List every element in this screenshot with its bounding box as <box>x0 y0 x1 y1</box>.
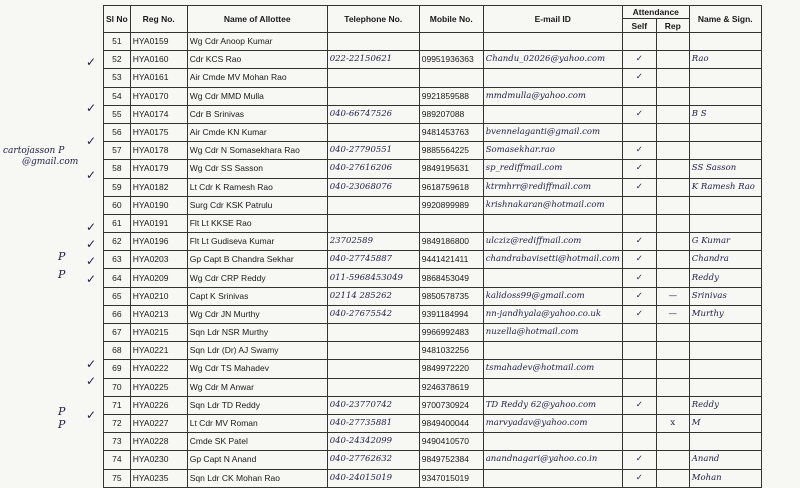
cell-sl-no: 53 <box>104 69 131 87</box>
cell-rep <box>656 469 689 487</box>
cell-sl-no: 67 <box>104 324 131 342</box>
cell-name: Air Cmde KN Kumar <box>187 123 327 141</box>
margin-note-email-line2: @gmail.com <box>22 157 79 167</box>
header-telephone: Telephone No. <box>327 6 419 33</box>
header-email: E-mail ID <box>483 6 622 33</box>
table-row <box>104 396 762 414</box>
cell-sl-no: 61 <box>104 214 131 232</box>
cell-sl-no: 59 <box>104 178 131 196</box>
cell-self: ✓ <box>622 269 656 287</box>
cell-mobile: 9849400044 <box>419 414 483 432</box>
cell-reg-no: HYA0210 <box>130 287 187 305</box>
cell-email: krishnakaran@hotmail.com <box>483 196 622 214</box>
cell-telephone: 040-27675542 <box>327 305 419 323</box>
cell-rep <box>656 123 689 141</box>
cell-reg-no: HYA0221 <box>130 342 187 360</box>
table-row <box>104 342 762 360</box>
cell-telephone <box>327 360 419 378</box>
cell-mobile: 9700730924 <box>419 396 483 414</box>
cell-name: Gp Capt N Anand <box>187 451 327 469</box>
cell-name: Wg Cdr MMD Mulla <box>187 87 327 105</box>
table-row <box>104 33 762 51</box>
cell-signature: SS Sasson <box>689 160 761 178</box>
cell-sl-no: 64 <box>104 269 131 287</box>
cell-email: mmdmulla@yahoo.com <box>483 87 622 105</box>
cell-telephone: 040-27745887 <box>327 251 419 269</box>
cell-mobile: 9481032256 <box>419 342 483 360</box>
cell-rep <box>656 251 689 269</box>
cell-telephone: 23702589 <box>327 233 419 251</box>
cell-rep <box>656 233 689 251</box>
cell-name: Lt Cdr MV Roman <box>187 414 327 432</box>
cell-telephone: 040-23068076 <box>327 178 419 196</box>
cell-name: Lt Cdr K Ramesh Rao <box>187 178 327 196</box>
cell-self: ✓ <box>622 233 656 251</box>
cell-name: Capt K Srinivas <box>187 287 327 305</box>
cell-email: nuzella@hotmail.com <box>483 324 622 342</box>
margin-tick-59: ✓ <box>86 168 97 182</box>
cell-mobile: 9481453763 <box>419 123 483 141</box>
cell-reg-no: HYA0222 <box>130 360 187 378</box>
margin-tick-55: ✓ <box>86 101 97 115</box>
cell-signature <box>689 87 761 105</box>
cell-self: ✓ <box>622 287 656 305</box>
cell-name: Wg Cdr TS Mahadev <box>187 360 327 378</box>
table-row <box>104 123 762 141</box>
cell-signature: G Kumar <box>689 233 761 251</box>
cell-rep <box>656 433 689 451</box>
cell-telephone: 040-23770742 <box>327 396 419 414</box>
cell-self: ✓ <box>622 160 656 178</box>
cell-self: ✓ <box>622 178 656 196</box>
cell-telephone: 011-5968453049 <box>327 269 419 287</box>
cell-self <box>622 342 656 360</box>
cell-email <box>483 433 622 451</box>
cell-signature: Chandra <box>689 251 761 269</box>
cell-email <box>483 105 622 123</box>
cell-name: Air Cmde MV Mohan Rao <box>187 69 327 87</box>
margin-note-email-line1: cartojasson P <box>3 146 65 156</box>
cell-email <box>483 342 622 360</box>
margin-p-mark-65: P <box>58 250 66 263</box>
cell-self: ✓ <box>622 105 656 123</box>
cell-rep <box>656 142 689 160</box>
table-row <box>104 178 762 196</box>
cell-rep <box>656 396 689 414</box>
margin-p-mark-75: P <box>58 418 66 431</box>
cell-mobile <box>419 33 483 51</box>
cell-email: kalidoss99@gmail.com <box>483 287 622 305</box>
table-row <box>104 360 762 378</box>
cell-email <box>483 469 622 487</box>
cell-email: Chandu_02026@yahoo.com <box>483 51 622 69</box>
table-row <box>104 105 762 123</box>
margin-p-mark-66: P <box>58 268 66 281</box>
cell-signature: M <box>689 414 761 432</box>
cell-sl-no: 60 <box>104 196 131 214</box>
cell-telephone <box>327 324 419 342</box>
cell-rep <box>656 87 689 105</box>
cell-mobile: 989207088 <box>419 105 483 123</box>
header-row <box>104 6 762 19</box>
header-attendance: Attendance <box>622 6 689 19</box>
cell-name: Flt Lt KKSE Rao <box>187 214 327 232</box>
cell-email: tsmahadev@hotmail.com <box>483 360 622 378</box>
cell-name: Sqn Ldr (Dr) AJ Swamy <box>187 342 327 360</box>
cell-reg-no: HYA0159 <box>130 33 187 51</box>
table-row <box>104 160 762 178</box>
cell-rep <box>656 51 689 69</box>
cell-email: nn-jandhyala@yahoo.co.uk <box>483 305 622 323</box>
cell-reg-no: HYA0230 <box>130 451 187 469</box>
cell-signature <box>689 324 761 342</box>
cell-telephone: 040-27735881 <box>327 414 419 432</box>
cell-signature <box>689 360 761 378</box>
cell-name: Flt Lt Gudiseva Kumar <box>187 233 327 251</box>
table-row <box>104 287 762 305</box>
cell-signature <box>689 378 761 396</box>
cell-rep <box>656 160 689 178</box>
cell-name: Sqn Ldr CK Mohan Rao <box>187 469 327 487</box>
cell-name: Wg Cdr JN Murthy <box>187 305 327 323</box>
cell-self <box>622 214 656 232</box>
cell-reg-no: HYA0225 <box>130 378 187 396</box>
header-self: Self <box>622 19 656 33</box>
cell-self <box>622 196 656 214</box>
cell-mobile: 9849972220 <box>419 360 483 378</box>
margin-tick-74: ✓ <box>86 408 97 422</box>
cell-self: ✓ <box>622 469 656 487</box>
cell-email: sp_rediffmail.com <box>483 160 622 178</box>
header-reg-no: Reg No. <box>130 6 187 33</box>
cell-sl-no: 51 <box>104 33 131 51</box>
cell-email <box>483 33 622 51</box>
cell-reg-no: HYA0235 <box>130 469 187 487</box>
cell-rep <box>656 33 689 51</box>
cell-mobile <box>419 69 483 87</box>
cell-signature: Reddy <box>689 269 761 287</box>
cell-telephone: 040-27616206 <box>327 160 419 178</box>
margin-tick-63: ✓ <box>86 237 97 251</box>
cell-name: Wg Cdr M Anwar <box>187 378 327 396</box>
cell-self <box>622 433 656 451</box>
cell-telephone: 02114 285262 <box>327 287 419 305</box>
cell-self: ✓ <box>622 451 656 469</box>
cell-rep <box>656 214 689 232</box>
cell-self <box>622 87 656 105</box>
cell-mobile: 9618759618 <box>419 178 483 196</box>
table-row <box>104 69 762 87</box>
cell-sl-no: 58 <box>104 160 131 178</box>
table-row <box>104 51 762 69</box>
cell-reg-no: HYA0175 <box>130 123 187 141</box>
cell-telephone: 040-66747526 <box>327 105 419 123</box>
cell-sl-no: 63 <box>104 251 131 269</box>
table-row <box>104 251 762 269</box>
cell-signature: Reddy <box>689 396 761 414</box>
table-row <box>104 142 762 160</box>
table-row <box>104 469 762 487</box>
cell-mobile: 09951936363 <box>419 51 483 69</box>
cell-reg-no: HYA0179 <box>130 160 187 178</box>
cell-rep <box>656 269 689 287</box>
header-rep: Rep <box>656 19 689 33</box>
cell-sl-no: 65 <box>104 287 131 305</box>
table-row <box>104 214 762 232</box>
cell-self: ✓ <box>622 51 656 69</box>
cell-mobile: 9441421411 <box>419 251 483 269</box>
cell-name: Sqn Ldr NSR Murthy <box>187 324 327 342</box>
cell-mobile: 9347015019 <box>419 469 483 487</box>
cell-rep <box>656 105 689 123</box>
cell-mobile: 9868453049 <box>419 269 483 287</box>
cell-self: ✓ <box>622 396 656 414</box>
cell-signature <box>689 123 761 141</box>
cell-email: Somasekhar.rao <box>483 142 622 160</box>
cell-reg-no: HYA0170 <box>130 87 187 105</box>
cell-email <box>483 269 622 287</box>
cell-sl-no: 52 <box>104 51 131 69</box>
cell-signature <box>689 433 761 451</box>
cell-mobile: 9849195631 <box>419 160 483 178</box>
table-row <box>104 414 762 432</box>
cell-signature: Srinivas <box>689 287 761 305</box>
cell-rep <box>656 342 689 360</box>
table-row <box>104 378 762 396</box>
table-row <box>104 196 762 214</box>
cell-email <box>483 214 622 232</box>
cell-email: ulcziz@rediffmail.com <box>483 233 622 251</box>
cell-telephone: 040-24342099 <box>327 433 419 451</box>
cell-reg-no: HYA0209 <box>130 269 187 287</box>
cell-rep <box>656 360 689 378</box>
cell-telephone: 040-27762632 <box>327 451 419 469</box>
margin-tick-52: ✓ <box>86 55 97 69</box>
table-body <box>104 33 762 488</box>
margin-tick-65: ✓ <box>86 254 97 268</box>
cell-signature <box>689 142 761 160</box>
cell-email: chandrabavisetti@hotmail.com <box>483 251 622 269</box>
cell-reg-no: HYA0178 <box>130 142 187 160</box>
cell-telephone <box>327 214 419 232</box>
margin-tick-72: ✓ <box>86 374 97 388</box>
margin-p-mark-74: P <box>58 405 66 418</box>
cell-mobile: 9966992483 <box>419 324 483 342</box>
cell-telephone: 040-24015019 <box>327 469 419 487</box>
margin-tick-66: ✓ <box>86 272 97 286</box>
cell-self: ✓ <box>622 305 656 323</box>
cell-rep <box>656 324 689 342</box>
cell-sl-no: 73 <box>104 433 131 451</box>
cell-name: Wg Cdr N Somasekhara Rao <box>187 142 327 160</box>
cell-email: ktrmhrr@rediffmail.com <box>483 178 622 196</box>
table-row <box>104 269 762 287</box>
cell-signature: Mohan <box>689 469 761 487</box>
cell-sl-no: 62 <box>104 233 131 251</box>
margin-tick-71: ✓ <box>86 357 97 371</box>
cell-reg-no: HYA0203 <box>130 251 187 269</box>
table-row <box>104 233 762 251</box>
cell-rep: — <box>656 305 689 323</box>
cell-reg-no: HYA0215 <box>130 324 187 342</box>
cell-mobile: 9490410570 <box>419 433 483 451</box>
cell-sl-no: 69 <box>104 360 131 378</box>
cell-rep <box>656 378 689 396</box>
cell-telephone <box>327 196 419 214</box>
cell-sl-no: 57 <box>104 142 131 160</box>
cell-name: Cdr B Srinivas <box>187 105 327 123</box>
header-name-sign: Name & Sign. <box>689 6 761 33</box>
cell-reg-no: HYA0196 <box>130 233 187 251</box>
cell-telephone <box>327 378 419 396</box>
cell-rep <box>656 69 689 87</box>
cell-signature: K Ramesh Rao <box>689 178 761 196</box>
cell-mobile: 9920899989 <box>419 196 483 214</box>
cell-sl-no: 71 <box>104 396 131 414</box>
cell-self <box>622 360 656 378</box>
cell-signature <box>689 196 761 214</box>
cell-signature <box>689 69 761 87</box>
cell-email: TD Reddy 62@yahoo.com <box>483 396 622 414</box>
table-row <box>104 433 762 451</box>
cell-mobile: 9850578735 <box>419 287 483 305</box>
cell-rep: — <box>656 287 689 305</box>
cell-rep: x <box>656 414 689 432</box>
cell-self <box>622 33 656 51</box>
cell-name: Wg Cdr CRP Reddy <box>187 269 327 287</box>
cell-telephone <box>327 342 419 360</box>
cell-email <box>483 378 622 396</box>
cell-reg-no: HYA0226 <box>130 396 187 414</box>
cell-self: ✓ <box>622 69 656 87</box>
cell-sl-no: 54 <box>104 87 131 105</box>
cell-reg-no: HYA0160 <box>130 51 187 69</box>
cell-self <box>622 324 656 342</box>
cell-sl-no: 72 <box>104 414 131 432</box>
cell-signature: Rao <box>689 51 761 69</box>
cell-telephone <box>327 123 419 141</box>
cell-sl-no: 70 <box>104 378 131 396</box>
cell-self <box>622 378 656 396</box>
cell-name: Wg Cdr SS Sasson <box>187 160 327 178</box>
cell-rep <box>656 178 689 196</box>
cell-email: anandnagari@yahoo.co.in <box>483 451 622 469</box>
cell-name: Sqn Ldr TD Reddy <box>187 396 327 414</box>
cell-signature <box>689 33 761 51</box>
cell-reg-no: HYA0228 <box>130 433 187 451</box>
cell-self: ✓ <box>622 251 656 269</box>
cell-email <box>483 69 622 87</box>
cell-mobile: 9246378619 <box>419 378 483 396</box>
table-row <box>104 305 762 323</box>
header-name: Name of Allottee <box>187 6 327 33</box>
cell-telephone <box>327 33 419 51</box>
cell-name: Surg Cdr KSK Patrulu <box>187 196 327 214</box>
cell-email: bvennelaganti@gmail.com <box>483 123 622 141</box>
table-row <box>104 324 762 342</box>
cell-sl-no: 66 <box>104 305 131 323</box>
cell-reg-no: HYA0182 <box>130 178 187 196</box>
cell-mobile: 9921859588 <box>419 87 483 105</box>
table-row <box>104 451 762 469</box>
cell-sl-no: 56 <box>104 123 131 141</box>
cell-mobile: 9849752384 <box>419 451 483 469</box>
cell-telephone <box>327 87 419 105</box>
cell-sl-no: 75 <box>104 469 131 487</box>
margin-tick-57: ✓ <box>86 134 97 148</box>
cell-self <box>622 123 656 141</box>
header-mobile: Mobile No. <box>419 6 483 33</box>
cell-signature: B S <box>689 105 761 123</box>
cell-telephone: 022-22150621 <box>327 51 419 69</box>
table-row <box>104 87 762 105</box>
cell-name: Gp Capt B Chandra Sekhar <box>187 251 327 269</box>
cell-name: Cdr KCS Rao <box>187 51 327 69</box>
cell-telephone: 040-27790551 <box>327 142 419 160</box>
cell-self: ✓ <box>622 142 656 160</box>
cell-reg-no: HYA0161 <box>130 69 187 87</box>
cell-rep <box>656 451 689 469</box>
cell-name: Wg Cdr Anoop Kumar <box>187 33 327 51</box>
allottee-table <box>103 5 762 488</box>
cell-sl-no: 55 <box>104 105 131 123</box>
cell-reg-no: HYA0213 <box>130 305 187 323</box>
cell-sl-no: 74 <box>104 451 131 469</box>
cell-signature: Murthy <box>689 305 761 323</box>
margin-tick-62: ✓ <box>86 220 97 234</box>
cell-mobile: 9391184994 <box>419 305 483 323</box>
cell-sl-no: 68 <box>104 342 131 360</box>
header-sl-no: Sl No <box>104 6 131 33</box>
cell-rep <box>656 196 689 214</box>
cell-signature <box>689 342 761 360</box>
cell-telephone <box>327 69 419 87</box>
cell-reg-no: HYA0190 <box>130 196 187 214</box>
cell-self <box>622 414 656 432</box>
cell-signature <box>689 214 761 232</box>
cell-mobile: 9885564225 <box>419 142 483 160</box>
cell-mobile <box>419 214 483 232</box>
cell-reg-no: HYA0227 <box>130 414 187 432</box>
cell-reg-no: HYA0174 <box>130 105 187 123</box>
cell-email: marvyadav@yahoo.com <box>483 414 622 432</box>
cell-mobile: 9849186800 <box>419 233 483 251</box>
cell-reg-no: HYA0191 <box>130 214 187 232</box>
cell-signature: Anand <box>689 451 761 469</box>
cell-name: Cmde SK Patel <box>187 433 327 451</box>
